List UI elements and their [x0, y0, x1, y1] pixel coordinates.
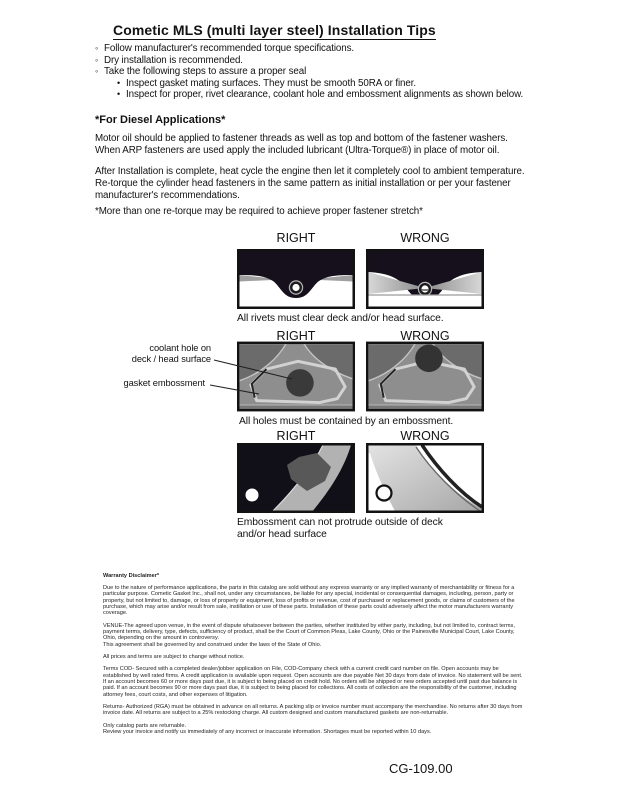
- bullet-icon: ◦: [95, 54, 99, 65]
- disclaimer-paragraph: Terms COD- Secured with a completed dealer/jobber application on File, COD-Company check with a current credit card number on file. Open accounts may be established by well rated firms. A credit application is available upon request. Open accounts are due payable Net 30 days from date of invoice. No statement will be sent. If an account becomes 60 or more days past due, it is subject to being placed on credit hold. No orders will be shipped or new orders accepted until past due balance is paid. If an account becomes 90 or more days past due, it is subject to being placed for collections. All costs of collection are the responsibility of the customer, including attorney fees, court costs, and other expenses of litigation.: [103, 666, 523, 698]
- disclaimer-heading: Warranty Disclaimer*: [103, 573, 160, 579]
- list-item: [95, 66, 523, 78]
- disclaimer-paragraph: Only catalog parts are returnable.: [103, 722, 187, 729]
- disclaimer-paragraph: This agreement shall be governed by and construed under the laws of the State of Ohio.: [103, 641, 322, 648]
- disclaimer-paragraph: Returns- Authorized (RGA) must be obtained in advance on all returns. A packing slip or invoice number must accompany the merchandise. No returns after 30 days from invoice date. All returns are subject to a 25% restocking charge. All custom designed and custom manufactured gaskets are non-returnable.: [103, 704, 523, 717]
- installation-tips-list: [95, 43, 523, 101]
- tip-text: Inspect gasket mating surfaces. They must be smooth 50RA or finer.: [126, 77, 416, 89]
- list-item: [95, 43, 523, 55]
- figure-rivet-wrong: [366, 249, 484, 309]
- figure3-wrong-label: WRONG: [400, 429, 450, 443]
- list-item: [95, 78, 523, 90]
- page-code: CG-109.00: [389, 761, 453, 776]
- figure-protrusion-wrong: [366, 443, 484, 513]
- list-item: [95, 55, 523, 67]
- figure1-caption: All rivets must clear deck and/or head surface.: [237, 313, 444, 324]
- page-title: Cometic MLS (multi layer steel) Installation Tips: [113, 22, 436, 38]
- figure-embossment-right: [237, 341, 355, 412]
- figure2-right-label: RIGHT: [276, 329, 316, 343]
- warranty-disclaimer: [103, 573, 527, 741]
- tip-text: Take the following steps to assure a proper seal: [104, 66, 307, 78]
- sub-bullet-icon: •: [117, 89, 121, 100]
- retorque-note: *More than one re-torque may be required to achieve proper fastener stretch*: [95, 206, 423, 217]
- coolant-hole-annotation: coolant hole on deck / head surface: [131, 343, 211, 364]
- figure-embossment-wrong: [366, 341, 484, 412]
- gasket-embossment-annotation: gasket embossment: [123, 378, 205, 388]
- sub-bullet-icon: •: [117, 77, 121, 88]
- disclaimer-paragraph: All prices and terms are subject to change without notice.: [103, 653, 245, 660]
- figure2-wrong-label: WRONG: [400, 329, 450, 343]
- figure1-wrong-label: WRONG: [400, 231, 450, 245]
- tip-text: Follow manufacturer's recommended torque specifications.: [104, 43, 355, 54]
- bullet-icon: ◦: [95, 43, 99, 53]
- disclaimer-paragraph: Review your invoice and notify us immediately of any incorrect or inaccurate information. Shortages must be reported within 10 days.: [103, 729, 432, 736]
- list-item: [95, 89, 523, 101]
- figure3-right-label: RIGHT: [276, 429, 316, 443]
- figure1-right-label: RIGHT: [276, 231, 316, 245]
- tip-text: Inspect for proper, rivet clearance, coolant hole and embossment alignments as shown below.: [126, 89, 524, 101]
- figure-rivet-right: [237, 249, 355, 309]
- tip-text: Dry installation is recommended.: [104, 54, 243, 66]
- disclaimer-paragraph: Due to the nature of performance applications, the parts in this catalog are sold without any express warranty or any implied warranty of merchantability or fitness for a particular purpose. Cometic Gasket Inc., shall not, under any circumstances, be liable for any special, incidental or consequential damages, including, person, party or property, but not limited to, damage, or loss of property or equipment, loss of profits or revenue, cost of purchased or replacement goods, or claims of customers of the purchase, which may arise and/or result from sale, instillation or use of these parts. Installation of these parts could adversely affect the motor manufacturers warranty coverage.: [103, 584, 515, 617]
- diesel-paragraph-2: After Installation is complete, heat cycle the engine then let it completely cool to ambient temperature. Re-torque the cylinder head fasteners in the same pattern as initial installation or per your fastener manufacturer's recommendations.: [95, 166, 525, 201]
- disclaimer-paragraph: VENUE-The agreed upon venue, in the event of dispute whatsoever between the parties, whether instituted by either party, including, but not limited to, contract terms, payment terms, delivery, type, defects, sufficiency of product, shall be the Court of Common Pleas, Lake County, Ohio or the Painesville Municipal Court, Lake County, Ohio, depending on the amount in controversy.: [103, 622, 515, 642]
- bullet-icon: ◦: [95, 66, 99, 77]
- diesel-heading: *For Diesel Applications*: [95, 114, 226, 126]
- figure-protrusion-right: [237, 443, 355, 513]
- figure2-caption: All holes must be contained by an embossment.: [239, 416, 454, 427]
- diesel-paragraph-1: Motor oil should be applied to fastener threads as well as top and bottom of the fastener washers. When ARP fasteners are used apply the included lubricant (Ultra-Torque®) in place of motor oil.: [95, 133, 508, 156]
- figure3-caption: Embossment can not protrude outside of deck and/or head surface: [237, 517, 443, 540]
